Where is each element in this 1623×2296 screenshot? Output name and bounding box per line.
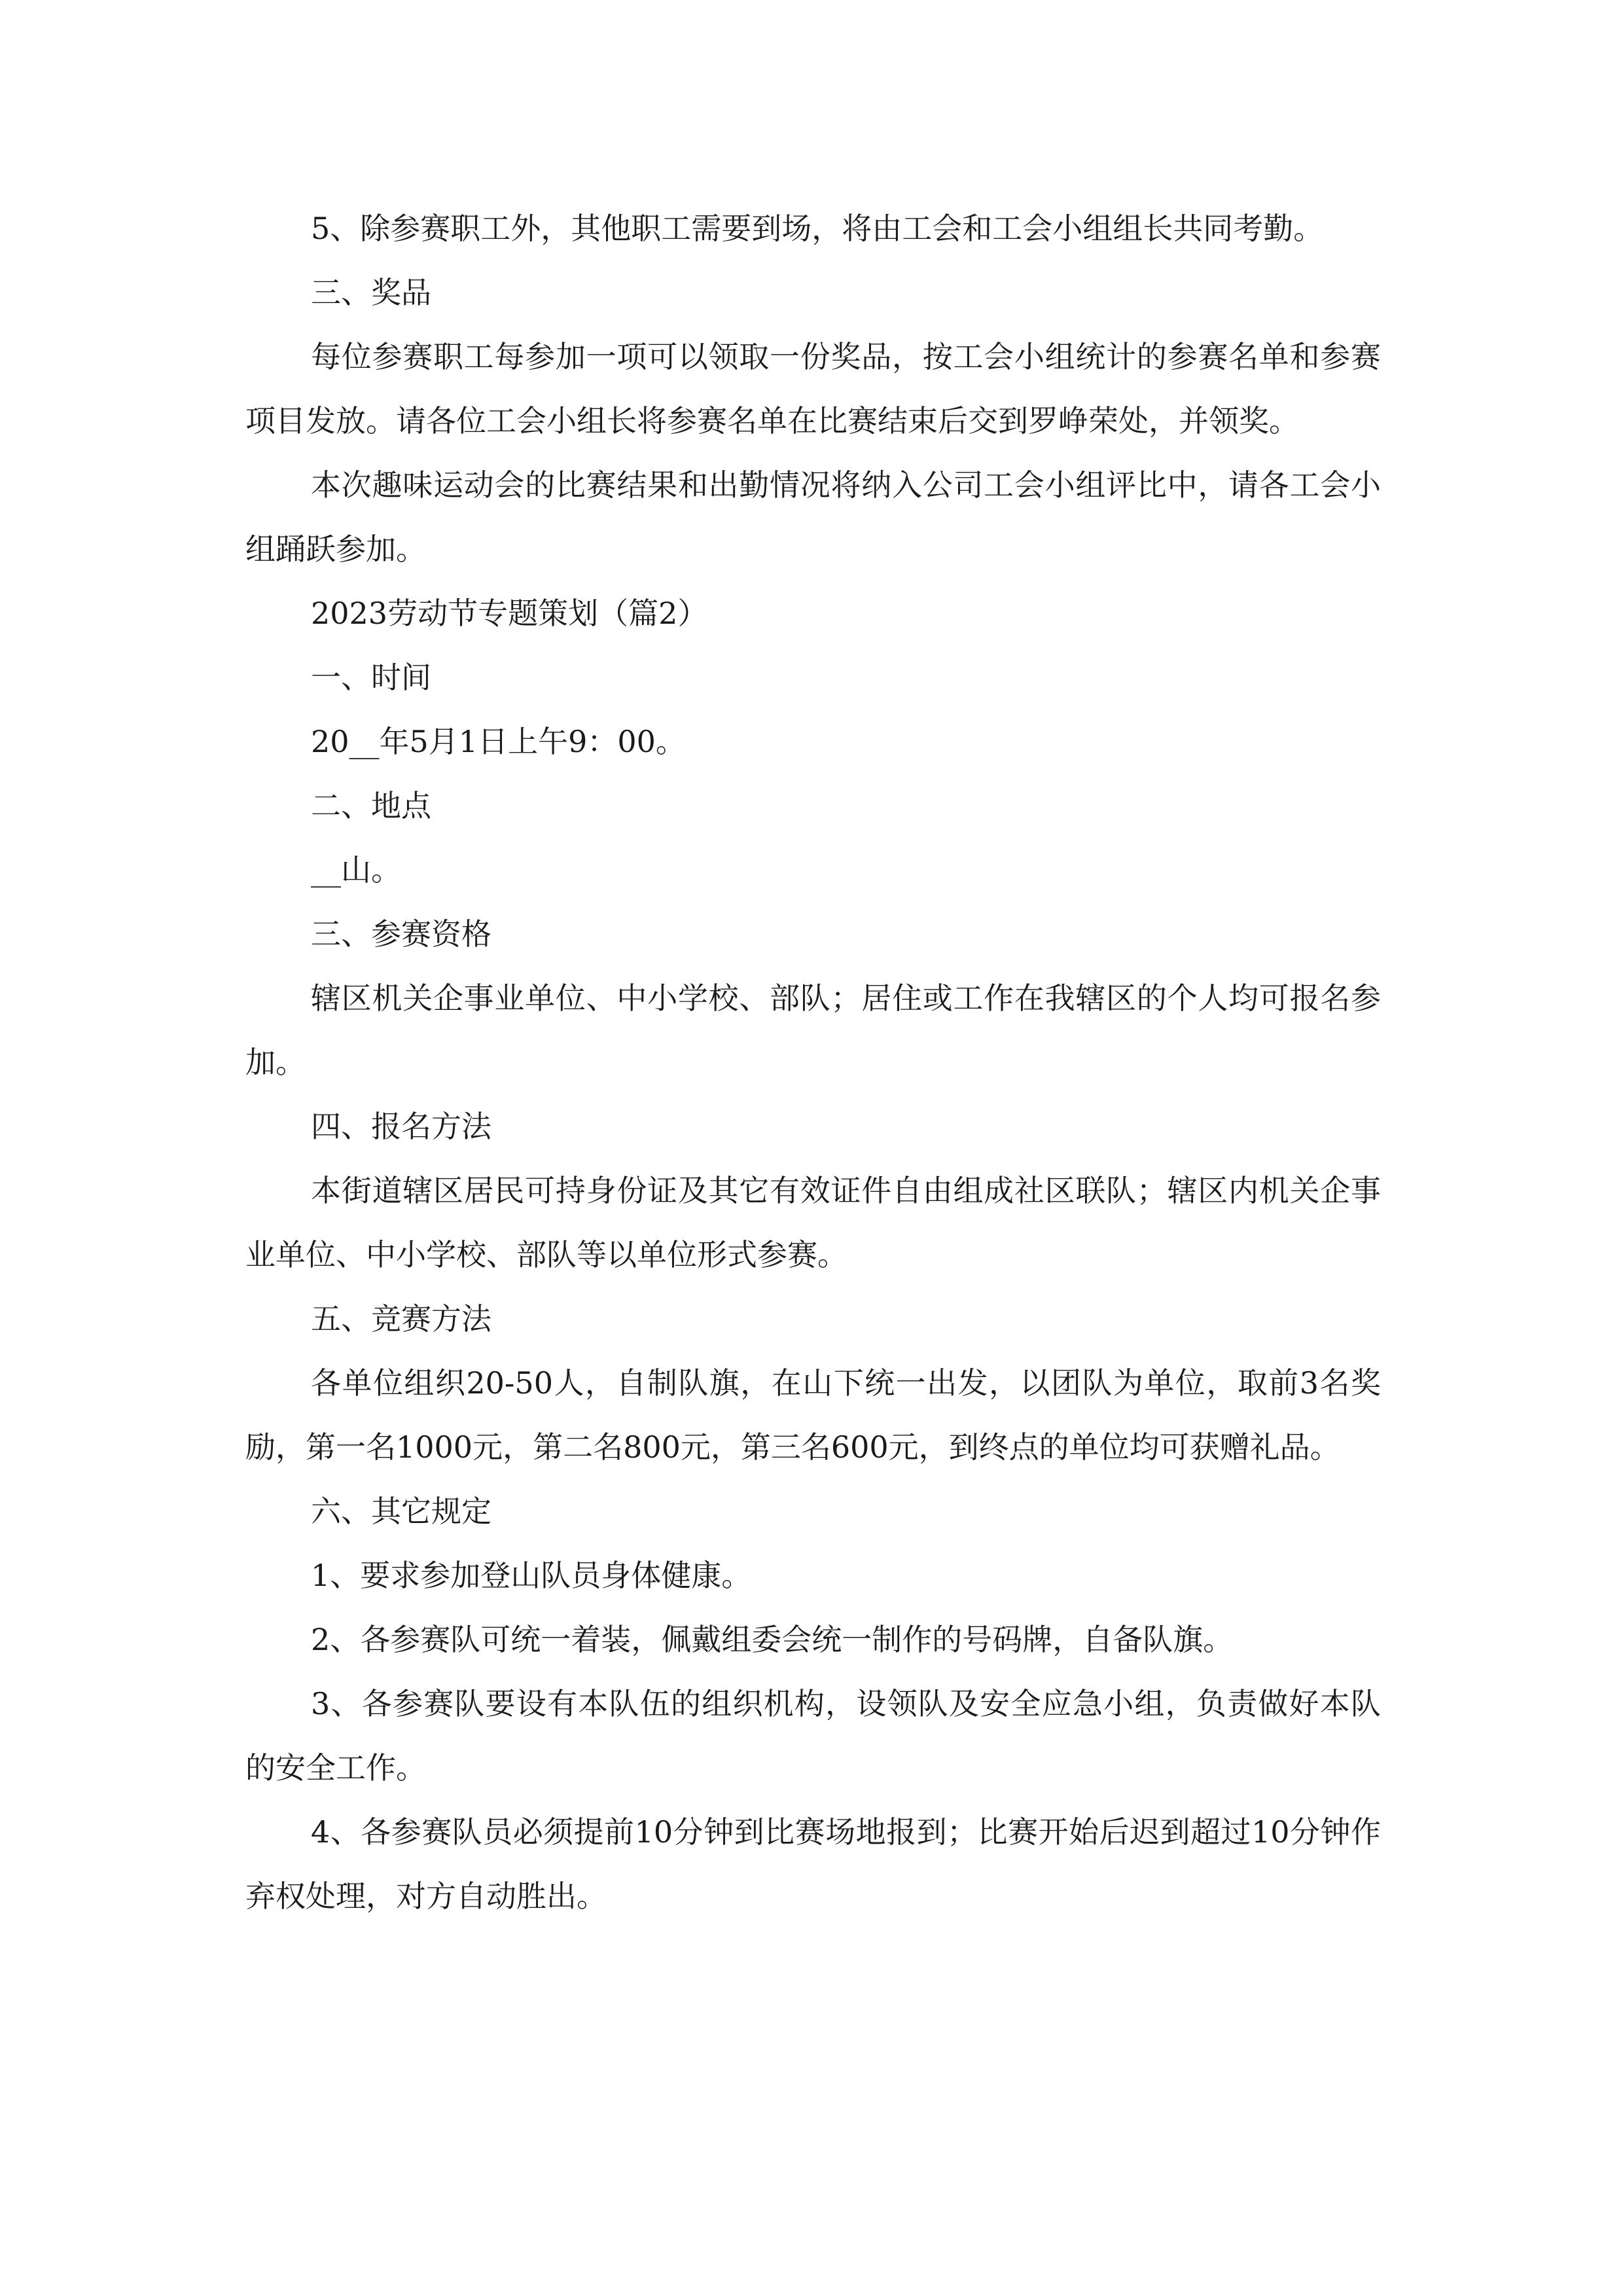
rule-item-1: 1、要求参加登山队员身体健康。 [311, 1558, 752, 1593]
heading-prizes: 三、奖品 [311, 275, 431, 310]
rule-item-3: 3、各参赛队要设有本队伍的组织机构，设领队及安全应急小组，负责做好本队的安全工作。 [245, 1686, 1381, 1785]
rule-item-4: 4、各参赛队员必须提前10分钟到比赛场地报到；比赛开始后迟到超过10分钟作弃权处理，对方自动胜出。 [245, 1814, 1381, 1914]
paragraph-evaluation: 本次趣味运动会的比赛结果和出勤情况将纳入公司工会小组评比中，请各工会小组踊跃参加。 [245, 467, 1381, 567]
paragraph-registration: 本街道辖区居民可持身份证及其它有效证件自由组成社区联队；辖区内机关企事业单位、中小学校、部队等以单位形式参赛。 [245, 1173, 1381, 1272]
heading-other-rules: 六、其它规定 [311, 1494, 491, 1529]
heading-location: 二、地点 [311, 788, 431, 823]
paragraph-eligibility: 辖区机关企事业单位、中小学校、部队；居住或工作在我辖区的个人均可报名参加。 [245, 980, 1381, 1080]
heading-time: 一、时间 [311, 660, 431, 695]
rule-item-2: 2、各参赛队可统一着装，佩戴组委会统一制作的号码牌，自备队旗。 [311, 1622, 1234, 1657]
heading-registration: 四、报名方法 [311, 1109, 491, 1144]
document-body [245, 196, 1381, 1928]
heading-competition: 五、竞赛方法 [311, 1301, 491, 1336]
section-title: 2023劳动节专题策划（篇2） [311, 596, 708, 631]
paragraph-prizes: 每位参赛职工每参加一项可以领取一份奖品，按工会小组统计的参赛名单和参赛项目发放。请各位工会小组长将参赛名单在比赛结束后交到罗峥荣处，并领奖。 [245, 339, 1381, 439]
paragraph-time: 20__年5月1日上午9：00。 [311, 724, 686, 759]
heading-eligibility: 三、参赛资格 [311, 916, 491, 952]
paragraph-competition: 各单位组织20-50人，自制队旗，在山下统一出发，以团队为单位，取前3名奖励，第一名1000元，第二名800元，第三名600元，到终点的单位均可获赠礼品。 [245, 1365, 1381, 1465]
paragraph-attendance-rule: 5、除参赛职工外，其他职工需要到场，将由工会和工会小组组长共同考勤。 [311, 211, 1324, 246]
paragraph-location: __山。 [311, 852, 401, 888]
